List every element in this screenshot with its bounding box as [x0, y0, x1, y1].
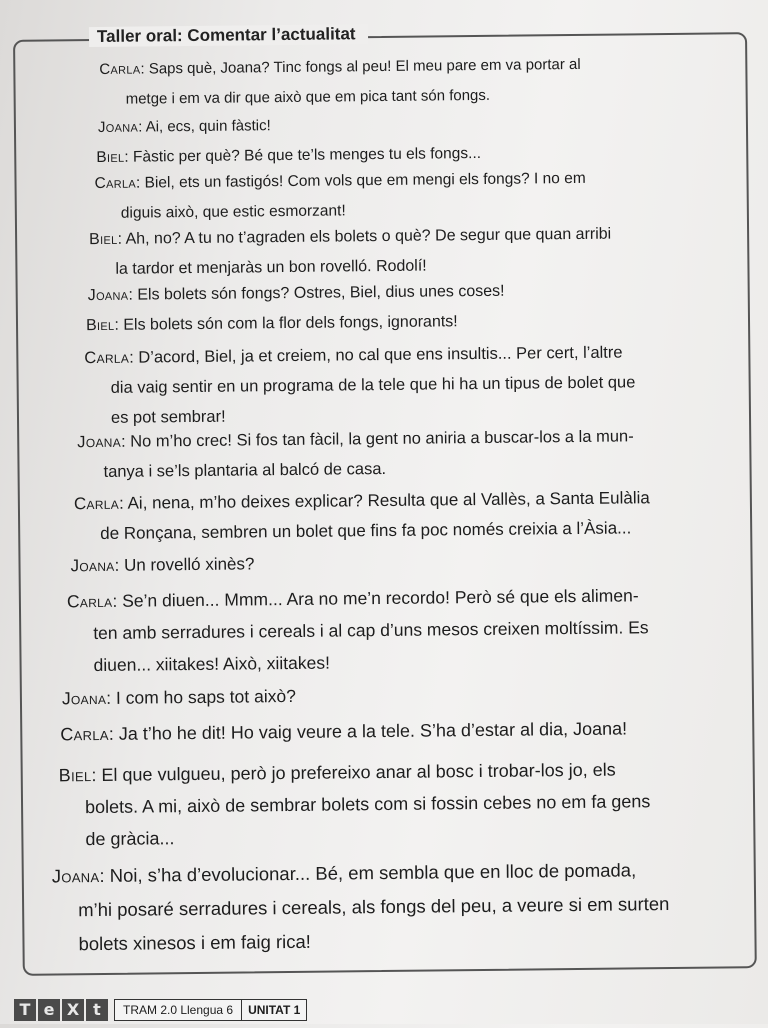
logo-letter: X: [62, 999, 84, 1021]
dialogue-text: Ai, nena, m’ho deixes explicar? Resulta que al Vallès, a Santa Eulàlia: [127, 488, 650, 513]
dialogue-text: Els bolets són fongs? Ostres, Biel, dius unes coses!: [137, 282, 505, 304]
dialogue-text: Se’n diuen... Mmm... Ara no me’n recordo! Però sé que els alimen-: [122, 585, 639, 611]
dialogue-text: No m’ho crec! Si fos tan fàcil, la gent no aniria a buscar-los a la mun-: [130, 427, 634, 451]
dialogue-line: Joana: No m’ho crec! Si fos tan fàcil, la gent no aniria a buscar-los a la mun- tanya i se’ls plantaria al balcó de casa.: [77, 420, 758, 487]
dialogue-line: Joana: I com ho saps tot això?: [61, 685, 296, 709]
speaker: Biel: [85, 316, 115, 335]
dialogue-text: El que vulgueu, però jo prefereixo anar al bosc i trobar-los jo, els: [101, 759, 616, 785]
dialogue-text: Els bolets són com la flor dels fongs, ignorants!: [123, 313, 458, 334]
dialogue-line: Carla: Se’n diuen... Mmm... Ara no me’n recordo! Però sé que els alimen- ten amb serradures i cereals i al cap d’uns mesos creixen moltíssim. Es diuen... xiitakes! Això, xiitakes!: [67, 578, 768, 681]
dialogue-text: Ai, ecs, quin fàstic!: [145, 117, 271, 136]
dialogue-text: Un rovelló xinès?: [123, 554, 255, 575]
dialogue-line: Biel: Ah, no? A tu no t’agraden els bolets o què? De segur que quan arribi la tardor et menjaràs un bon rovelló. Rodolí!: [89, 218, 730, 285]
speaker: Joana: [97, 118, 139, 136]
speaker: Biel: [89, 230, 118, 249]
dialogue-text: de Ronçana, sembren un bolet que fins fa poc només creixia a l’Àsia...: [100, 518, 632, 543]
speaker: Biel: [58, 765, 92, 786]
logo-letter: T: [14, 999, 36, 1021]
dialogue-text: ten amb serradures i cereals i al cap d’uns mesos creixen moltíssim. Es: [93, 617, 649, 644]
speaker: Joana: [77, 432, 122, 452]
speaker: Biel: [96, 148, 125, 166]
dialogue-text: es pot sembrar!: [110, 407, 226, 427]
dialogue-line: Carla: Biel, ets un fastigós! Com vols que em mengi els fongs? I no em diguis això, que estic esmorzant!: [94, 163, 715, 229]
speaker: Carla: [73, 493, 120, 514]
dialogue-line: Joana: Noi, s’ha d’evolucionar... Bé, em sembla que en lloc de pomada, m’hi posaré serradures i cereals, als fongs del peu, a veure si em surten bolets xinesos i em faig rica!: [52, 852, 768, 962]
dialogue-line: Joana: Ai, ecs, quin fàstic!: [97, 117, 271, 136]
dialogue-text: Biel, ets un fastigós! Com vols que em mengi els fongs? I no em: [144, 169, 586, 192]
dialogue-line: Carla: Ai, nena, m’ho deixes explicar? Resulta que al Vallès, a Santa Eulàlia de Ronçana, sembren un bolet que fins fa poc només creixia a l’Àsia...: [74, 482, 765, 549]
dialogue-text: Saps què, Joana? Tinc fongs al peu! El meu pare em va portar al: [148, 55, 581, 78]
dialogue-text: I com ho saps tot això?: [115, 685, 296, 708]
dialogue-line: Joana: Un rovelló xinès?: [70, 554, 255, 576]
dialogue-text: m’hi posaré serradures i cereals, als fongs del peu, a veure si em surten: [78, 893, 670, 921]
dialogue-text: diguis això, que estic esmorzant!: [120, 202, 346, 222]
dialogue-line: Carla: D’acord, Biel, ja et creiem, no cal que ens insultis... Per cert, l’altre dia vaig sentir en un programa de la tele que hi ha un tipus de bolet que es pot sembrar!: [84, 336, 745, 433]
page-footer: [14, 998, 307, 1022]
speaker: Carla: [60, 723, 109, 745]
section-title: Taller oral: Comentar l’actualitat: [89, 24, 368, 47]
dialogue-line: Carla: Ja t’ho he dit! Ho vaig veure a la tele. S’ha d’estar al dia, Joana!: [60, 718, 628, 745]
speaker: Carla: [99, 60, 141, 78]
text-logo: [14, 999, 110, 1021]
speaker: Carla: [94, 174, 137, 193]
dialogue-text: tanya i se’ls plantaria al balcó de casa.: [103, 459, 387, 481]
dialogue-line: Biel: Fàstic per què? Bé que te’ls menges tu els fongs...: [96, 144, 482, 166]
dialogue-text: bolets. A mi, això de sembrar bolets com si fossin cebes no em fa gens: [84, 791, 651, 818]
book-title: TRAM 2.0 Llengua 6: [114, 999, 242, 1021]
dialogue-text: dia vaig sentir en un programa de la tele que hi ha un tipus de bolet que: [110, 373, 636, 397]
speaker: Joana: [61, 687, 107, 709]
speaker: Carla: [66, 590, 113, 612]
dialogue-line: Biel: Els bolets són com la flor dels fongs, ignorants!: [85, 313, 458, 335]
logo-letter: t: [86, 999, 108, 1021]
dialogue-text: Fàstic per què? Bé que te’ls menges tu els fongs...: [132, 144, 482, 166]
dialogue-line: Joana: Els bolets són fongs? Ostres, Biel, dius unes coses!: [87, 282, 505, 305]
dialogue-text: Ah, no? A tu no t’agraden els bolets o què? De segur que quan arribi: [125, 225, 612, 248]
dialogue-text: la tardor et menjaràs un bon rovelló. Rodolí!: [115, 257, 427, 278]
speaker: Joana: [51, 865, 100, 887]
dialogue-text: Ja t’ho he dit! Ho vaig veure a la tele. S’ha d’estar al dia, Joana!: [118, 718, 628, 744]
dialogue-line: Biel: El que vulgueu, però jo prefereixo anar al bosc i trobar-los jo, els bolets. A mi, això de sembrar bolets com si fossin cebes no em fa gens de gràcia...: [59, 752, 760, 855]
speaker: Joana: [70, 555, 115, 576]
logo-letter: e: [38, 999, 60, 1021]
speaker: Carla: [84, 348, 130, 368]
dialogue-text: diuen... xiitakes! Això, xiitakes!: [93, 652, 331, 676]
dialogue-text: metge i em va dir que això que em pica tant són fongs.: [125, 86, 491, 108]
dialogue-text: D’acord, Biel, ja et creiem, no cal que ens insultis... Per cert, l’altre: [138, 343, 623, 367]
dialogue-text: de gràcia...: [85, 828, 175, 850]
dialogue-text: Noi, s’ha d’evolucionar... Bé, em sembla que en lloc de pomada,: [109, 859, 637, 886]
dialogue-text: bolets xinesos i em faig rica!: [78, 930, 311, 955]
speaker: Joana: [87, 286, 129, 305]
dialogue-line: Carla: Saps què, Joana? Tinc fongs al peu! El meu pare em va portar al metge i em va dir que això que em pica tant són fongs.: [99, 49, 710, 115]
unit-label: UNITAT 1: [242, 999, 307, 1021]
